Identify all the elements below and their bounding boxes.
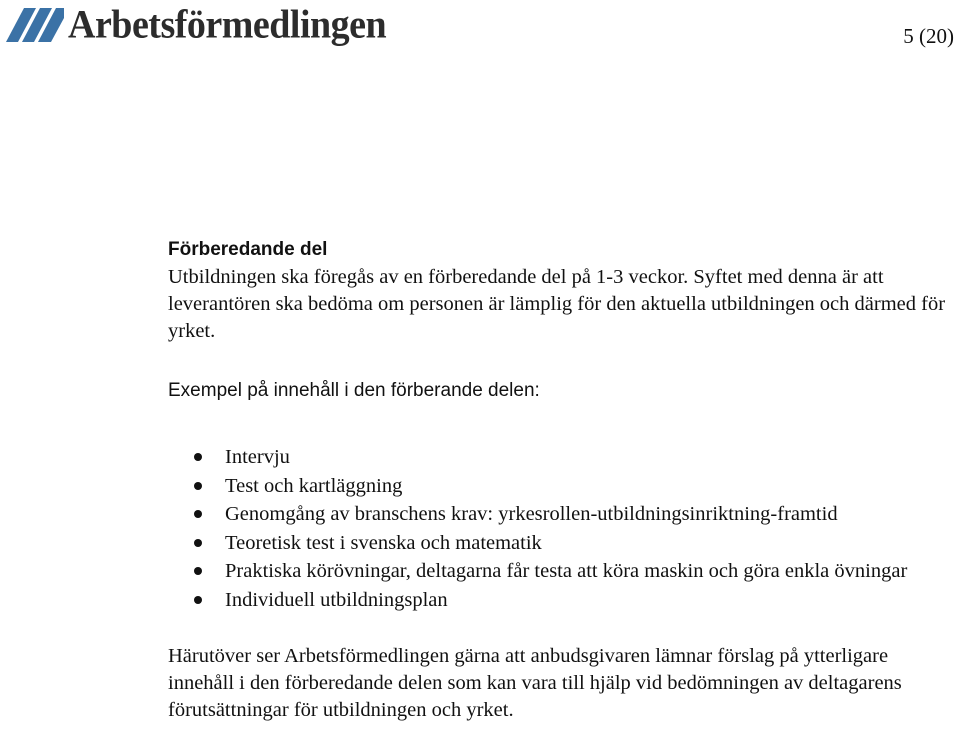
bullet-icon bbox=[194, 482, 202, 490]
list-item bbox=[168, 443, 958, 472]
list-item-text: Praktiska körövningar, deltagarna får testa att köra maskin och göra enkla övningar bbox=[225, 560, 908, 583]
bullet-icon bbox=[194, 596, 202, 604]
list-item bbox=[168, 586, 958, 615]
bullet-icon bbox=[194, 453, 202, 461]
content-list bbox=[168, 443, 958, 615]
page-header bbox=[0, 0, 960, 60]
list-item bbox=[168, 472, 958, 501]
examples-intro: Exempel på innehåll i den förberande delen: bbox=[168, 380, 540, 401]
intro-paragraph: Utbildningen ska föregås av en förberedande del på 1-3 veckor. Syftet med denna är att leverantören ska bedöma om personen är lämplig för den aktuella utbildningen och därmed för yrket. bbox=[168, 266, 946, 342]
bullet-icon bbox=[194, 567, 202, 575]
page-number: 5 (20) bbox=[903, 24, 954, 48]
document-body bbox=[168, 236, 958, 724]
list-item-text: Intervju bbox=[225, 446, 290, 468]
closing-paragraph: Härutöver ser Arbetsförmedlingen gärna att anbudsgivaren lämnar förslag på ytterligare innehåll i den förberedande delen som kan vara till hjälp vid bedömningen av deltagarens förutsättningar för utbildningen och yrket. bbox=[168, 644, 902, 721]
list-item bbox=[168, 500, 958, 529]
list-item-text: Genomgång av branschens krav: yrkesrollen-utbildningsinriktning-framtid bbox=[225, 503, 838, 526]
logo-text: Arbetsförmedlingen bbox=[68, 2, 387, 48]
section-heading: Förberedande del bbox=[168, 239, 328, 260]
arbetsformedlingen-logo bbox=[6, 4, 386, 52]
list-item-text: Test och kartläggning bbox=[225, 474, 403, 497]
list-item bbox=[168, 529, 958, 558]
list-item-text: Individuell utbildningsplan bbox=[225, 588, 448, 611]
logo-mark-icon bbox=[6, 8, 64, 42]
bullet-icon bbox=[194, 510, 202, 518]
bullet-icon bbox=[194, 539, 202, 547]
list-item bbox=[168, 557, 958, 586]
list-item-text: Teoretisk test i svenska och matematik bbox=[225, 531, 542, 554]
